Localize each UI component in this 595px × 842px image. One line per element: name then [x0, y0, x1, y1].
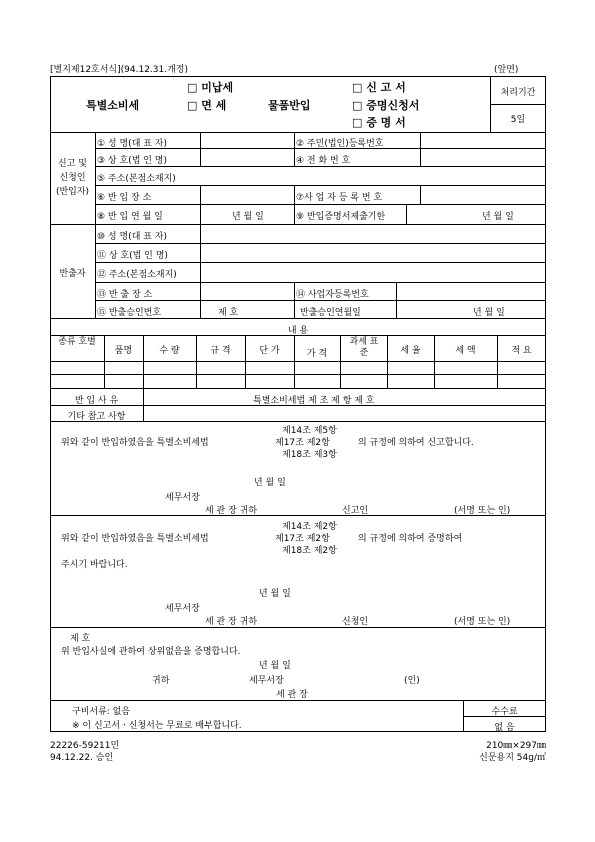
applicant-phone-label: ④ 전 화 번 호 — [296, 156, 351, 166]
declaration-tax-office: 세무서장 — [165, 493, 200, 503]
title-goods: 물품반입 — [268, 99, 311, 112]
request-text-before: 위와 같이 반입하였음을 특별소비세법 — [61, 534, 209, 544]
request-signature[interactable]: (서명 또는 인) — [454, 617, 511, 627]
certificate-number[interactable]: 제 호 — [70, 634, 91, 644]
certificate-customs: 세 관 장 — [276, 690, 308, 700]
fee-value: 없 음 — [494, 723, 515, 733]
declaration-text-after: 의 규정에 의하여 신고합니다. — [358, 438, 474, 448]
col-spec: 규 격 — [210, 346, 231, 356]
request-customs: 세 관 장 귀하 — [205, 617, 258, 627]
checkbox-unpaid[interactable]: □ 미납세 — [187, 81, 234, 94]
fee-label: 수수료 — [491, 707, 518, 717]
request-law-2: 제17조 제2항 — [275, 534, 330, 544]
certificate-seal: (인) — [404, 676, 420, 686]
shipper-approval-date-fill[interactable]: 년 월 일 — [473, 308, 505, 318]
shipper-approval-date-label: 반출승인연월일 — [300, 308, 361, 318]
declaration-customs: 세 관 장 귀하 — [205, 506, 258, 516]
request-law-3: 제18조 제2항 — [282, 546, 337, 556]
applicant-bizno-label: ⑦사 업 자 등 록 번 호 — [296, 193, 383, 203]
contents-title: 내 용 — [287, 326, 309, 336]
col-tax-amount: 세 액 — [455, 346, 476, 356]
applicant-import-date-label: ⑧ 반 입 연 월 일 — [97, 212, 163, 222]
declaration-law-1: 제14조 제5항 — [282, 426, 337, 436]
reason-label: 반 입 사 유 — [74, 396, 119, 406]
title-main: 특별소비세 — [86, 99, 140, 112]
processing-period-label: 처리기간 — [500, 88, 536, 98]
processing-period-value: 5일 — [510, 115, 526, 125]
reason-value[interactable]: 특별소비세법 제 조 제 항 제 호 — [253, 396, 375, 406]
checkbox-report[interactable]: □ 신 고 서 — [352, 81, 406, 94]
declaration-date[interactable]: 년 월 일 — [254, 478, 286, 488]
col-tax-rate: 세 율 — [400, 346, 421, 356]
certificate-date[interactable]: 년 월 일 — [259, 661, 291, 671]
request-text-after: 의 규정에 의하여 증명하여 — [358, 534, 463, 544]
shipper-approval-no-label: ⑮ 반출승인번호 — [97, 308, 162, 318]
request-date[interactable]: 년 월 일 — [259, 589, 291, 599]
declaration-signature[interactable]: (서명 또는 인) — [454, 506, 511, 516]
col-item: 품명 — [114, 346, 133, 356]
applicant-address-label: ⑤ 주소(본점소재지) — [97, 174, 176, 184]
applicant-name-label: ① 성 명(대 표 자) — [97, 139, 168, 149]
other-notes-label: 기타 참고 사항 — [67, 412, 126, 422]
shipper-trade-label: ⑪ 상 호(법 인 명) — [97, 251, 168, 261]
print-code: 22226-59211민 — [50, 741, 120, 751]
declaration-signer: 신고인 — [342, 506, 369, 516]
shipper-bizno-label: ⑭ 사업자등록번호 — [296, 290, 369, 300]
shipper-approval-no-fill[interactable]: 제 호 — [218, 308, 239, 318]
paper-type: 신문용지 54g/㎡ — [479, 753, 546, 763]
applicant-trade-label: ③ 상 호(법 인 명) — [97, 156, 168, 166]
request-signer: 신청인 — [342, 617, 369, 627]
request-text-line2: 주시기 바랍니다. — [61, 560, 128, 570]
declaration-law-3: 제18조 제3항 — [282, 450, 337, 460]
free-note: ※ 이 신고서ㆍ신청서는 무료로 배부합니다. — [72, 721, 242, 731]
applicant-section-label: 신고 및 신청인 (반입자) — [55, 159, 90, 197]
request-tax-office: 세무서장 — [165, 604, 200, 614]
applicant-deadline-fill[interactable]: 년 월 일 — [482, 212, 514, 222]
checkbox-exempt[interactable]: □ 면 세 — [187, 99, 227, 112]
col-qty: 수 량 — [159, 346, 180, 356]
certificate-tax-office: 세무서장 — [249, 676, 284, 686]
shipper-section-label: 반출자 — [59, 269, 86, 279]
print-approval: 94.12.22. 승인 — [50, 753, 114, 763]
shipper-name-label: ⑩ 성 명(대 표 자) — [97, 232, 168, 242]
page-side: (앞면) — [494, 65, 519, 75]
col-tax-base: 과세 표준 — [349, 337, 379, 358]
required-docs: 구비서류: 없음 — [72, 707, 131, 717]
checkbox-certificate[interactable]: □ 증 명 서 — [352, 116, 406, 129]
shipper-address-label: ⑫ 주소(본점소재지) — [97, 270, 177, 280]
form-number: [별지제12호서식](94.12.31.개정) — [50, 65, 188, 75]
certificate-text: 위 반입사실에 관하여 상위없음을 증명합니다. — [61, 647, 241, 657]
col-price: 가 격 — [306, 349, 328, 359]
applicant-import-place-label: ⑥ 반 입 장 소 — [97, 193, 152, 203]
col-remarks: 적 요 — [511, 346, 532, 356]
applicant-deadline-label: ⑨ 반입증명서제출기한 — [296, 212, 386, 222]
certificate-to: 귀하 — [152, 676, 170, 686]
shipper-export-place-label: ⑬ 반 출 장 소 — [97, 290, 153, 300]
applicant-regno-label: ② 주민(법인)등록번호 — [296, 139, 384, 149]
checkbox-request[interactable]: □ 증명신청서 — [352, 99, 420, 112]
col-unit-price: 단 가 — [259, 346, 280, 356]
request-law-1: 제14조 제2항 — [282, 522, 337, 532]
applicant-import-date-fill[interactable]: 년 월 일 — [232, 212, 264, 222]
col-type: 종류 호별 — [58, 337, 96, 347]
paper-size: 210㎜×297㎜ — [486, 741, 546, 751]
declaration-text-before: 위와 같이 반입하였음을 특별소비세법 — [61, 438, 209, 448]
declaration-law-2: 제17조 제2항 — [275, 438, 330, 448]
